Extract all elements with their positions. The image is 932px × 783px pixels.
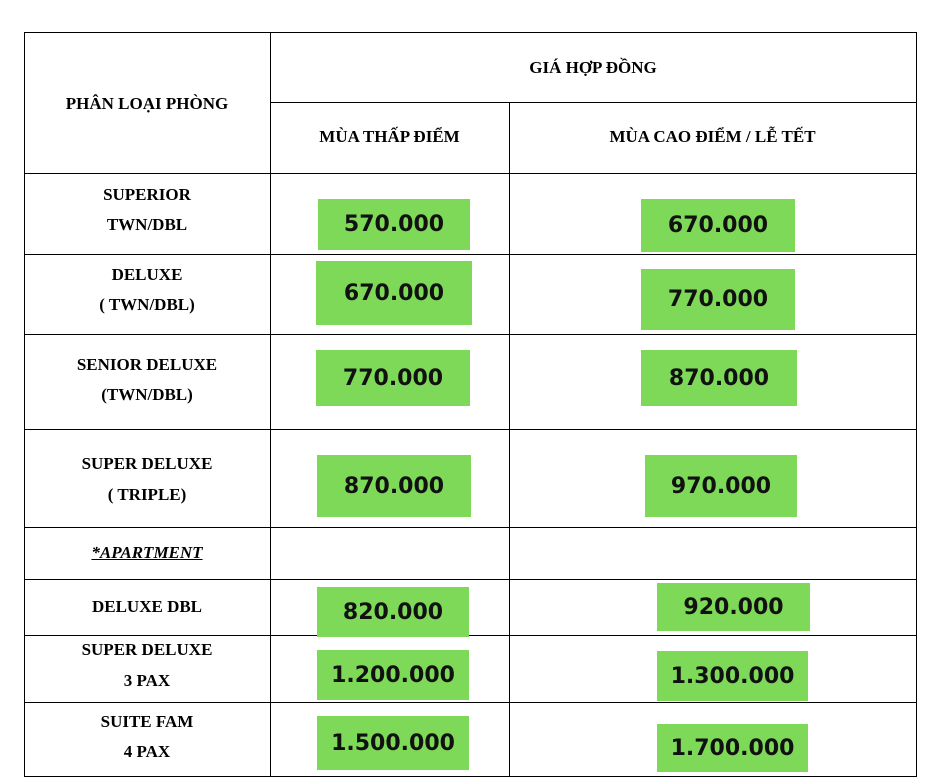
row-divider (24, 702, 917, 703)
room-name: SUPER DELUXE (81, 640, 213, 659)
high-season-header: MÙA CAO ĐIỂM / LỄ TẾT (609, 127, 816, 146)
row-divider (24, 429, 917, 430)
apartment-section-label: *APARTMENT (91, 543, 203, 562)
table-border-top (24, 32, 917, 33)
high-season-price: 670.000 (641, 199, 795, 252)
room-name: DELUXE (111, 265, 183, 284)
low-season-price: 870.000 (317, 455, 471, 517)
table-border-right (916, 32, 917, 777)
room-name: SUITE FAM (100, 712, 194, 731)
low-season-price: 1.200.000 (317, 650, 469, 700)
low-season-header: MÙA THẤP ĐIỂM (319, 127, 460, 146)
low-season-price: 670.000 (316, 261, 472, 325)
row-divider (24, 579, 917, 580)
row-divider (24, 527, 917, 528)
column-divider (509, 102, 510, 777)
high-season-price: 970.000 (645, 455, 797, 517)
room-name-sub: 3 PAX (123, 671, 171, 690)
room-name-sub: ( TWN/DBL) (99, 295, 195, 314)
room-name-sub: 4 PAX (123, 742, 171, 761)
room-name: SUPERIOR (103, 185, 191, 204)
high-season-price: 1.300.000 (657, 651, 808, 701)
room-name-sub: ( TRIPLE) (107, 485, 187, 504)
high-season-price: 1.700.000 (657, 724, 808, 772)
room-name: DELUXE DBL (91, 597, 203, 616)
room-name-sub: TWN/DBL (106, 215, 188, 234)
row-divider (24, 334, 917, 335)
high-season-price: 920.000 (657, 583, 810, 631)
room-name-sub: (TWN/DBL) (101, 385, 193, 404)
header-divider (270, 102, 917, 103)
high-season-price: 770.000 (641, 269, 795, 330)
room-name: SUPER DELUXE (81, 454, 213, 473)
low-season-price: 570.000 (318, 199, 470, 250)
low-season-price: 770.000 (316, 350, 470, 406)
low-season-price: 1.500.000 (317, 716, 469, 770)
table-border-bottom (24, 776, 917, 777)
room-name: SENIOR DELUXE (76, 355, 218, 374)
row-divider (24, 254, 917, 255)
contract-price-header: GIÁ HỢP ĐỒNG (529, 58, 657, 77)
high-season-price: 870.000 (641, 350, 797, 406)
room-type-header: PHÂN LOẠI PHÒNG (65, 94, 229, 113)
row-divider (24, 173, 917, 174)
low-season-price: 820.000 (317, 587, 469, 637)
